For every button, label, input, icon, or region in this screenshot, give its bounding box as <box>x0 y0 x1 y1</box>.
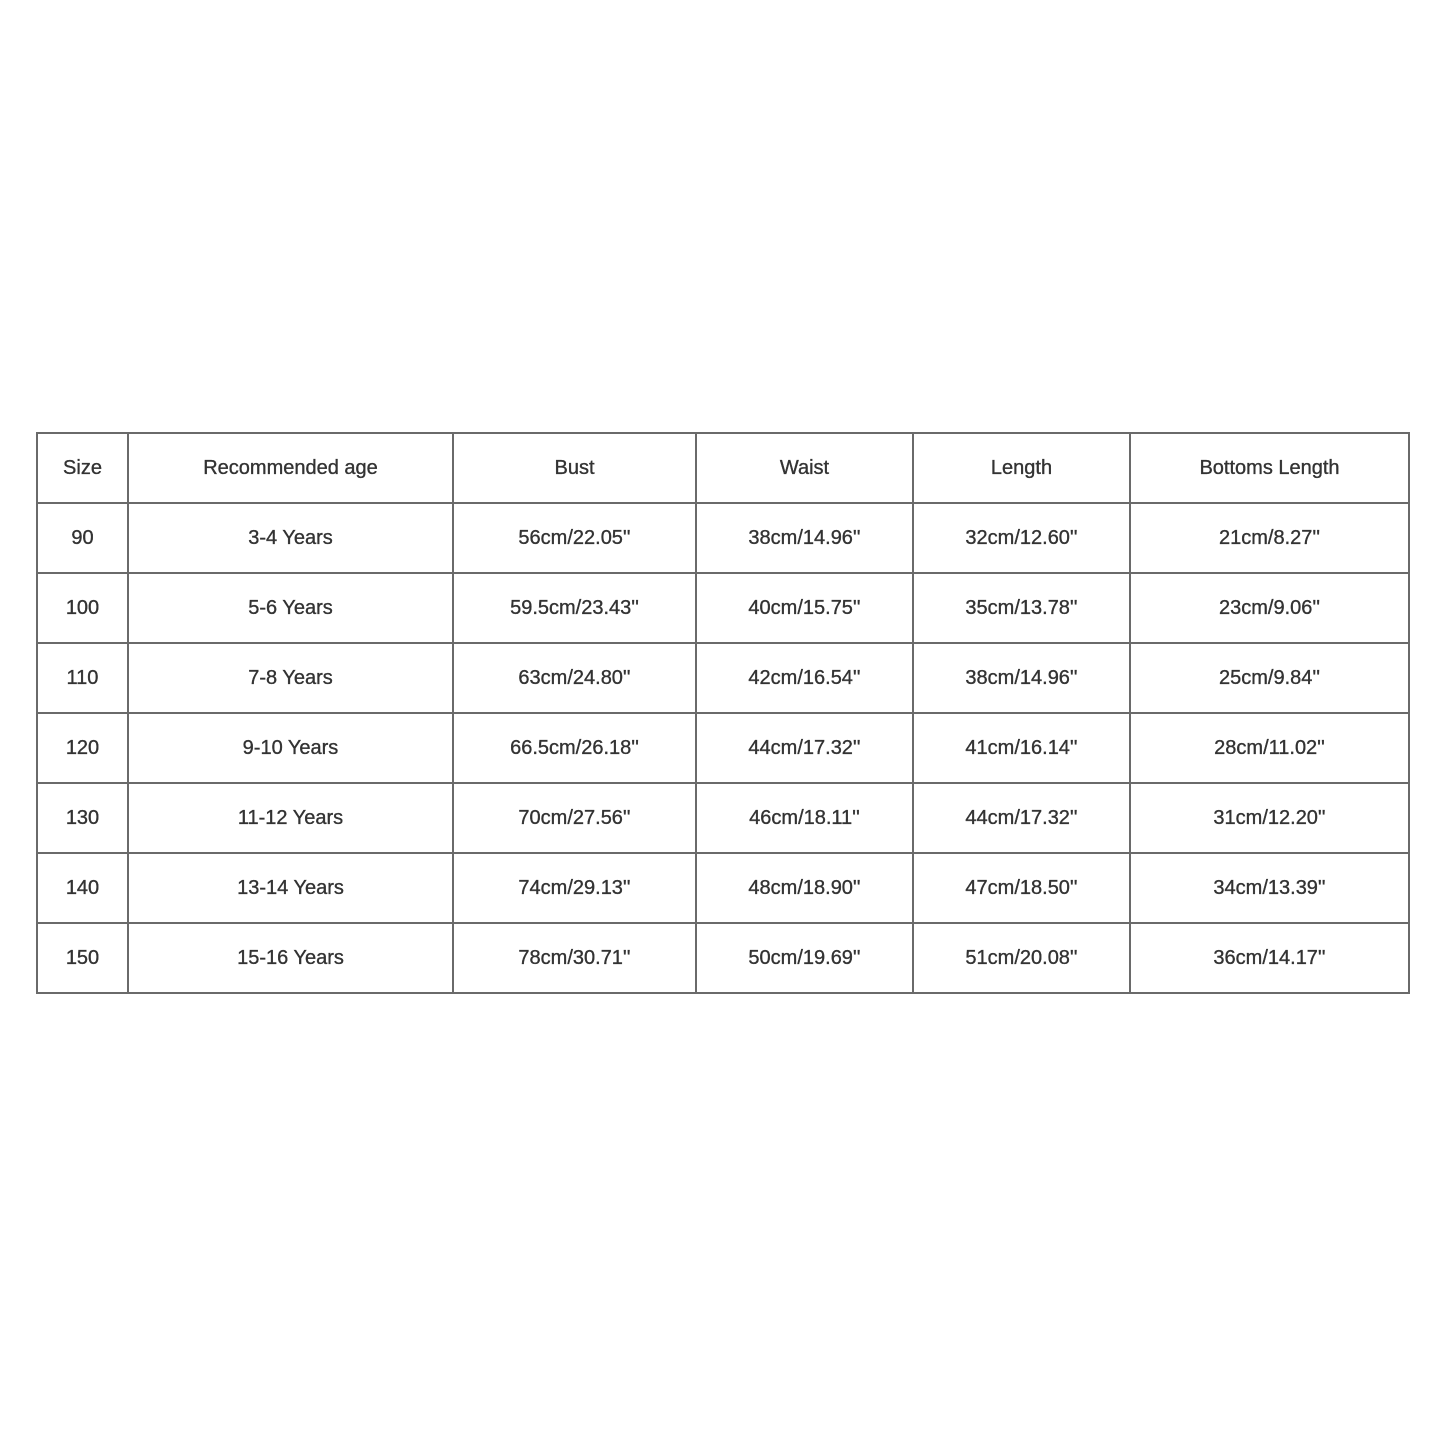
cell-length: 44cm/17.32'' <box>913 783 1130 853</box>
cell-bust: 56cm/22.05'' <box>453 503 696 573</box>
cell-bust: 78cm/30.71'' <box>453 923 696 993</box>
cell-size: 100 <box>37 573 128 643</box>
cell-recommended-age: 3-4 Years <box>128 503 453 573</box>
cell-waist: 42cm/16.54'' <box>696 643 913 713</box>
header-recommended-age: Recommended age <box>128 433 453 503</box>
cell-waist: 50cm/19.69'' <box>696 923 913 993</box>
cell-waist: 38cm/14.96'' <box>696 503 913 573</box>
cell-recommended-age: 13-14 Years <box>128 853 453 923</box>
cell-bottoms-length: 36cm/14.17'' <box>1130 923 1409 993</box>
cell-size: 120 <box>37 713 128 783</box>
cell-length: 38cm/14.96'' <box>913 643 1130 713</box>
cell-bust: 70cm/27.56'' <box>453 783 696 853</box>
cell-bust: 59.5cm/23.43'' <box>453 573 696 643</box>
cell-recommended-age: 5-6 Years <box>128 573 453 643</box>
cell-bottoms-length: 31cm/12.20'' <box>1130 783 1409 853</box>
cell-waist: 40cm/15.75'' <box>696 573 913 643</box>
cell-waist: 44cm/17.32'' <box>696 713 913 783</box>
cell-size: 140 <box>37 853 128 923</box>
table-header-row <box>37 433 1409 503</box>
cell-length: 32cm/12.60'' <box>913 503 1130 573</box>
size-chart-table <box>36 432 1410 994</box>
cell-waist: 48cm/18.90'' <box>696 853 913 923</box>
cell-length: 51cm/20.08'' <box>913 923 1130 993</box>
cell-length: 47cm/18.50'' <box>913 853 1130 923</box>
header-waist: Waist <box>696 433 913 503</box>
cell-size: 150 <box>37 923 128 993</box>
cell-bottoms-length: 21cm/8.27'' <box>1130 503 1409 573</box>
cell-bottoms-length: 25cm/9.84'' <box>1130 643 1409 713</box>
header-bottoms-length: Bottoms Length <box>1130 433 1409 503</box>
cell-length: 35cm/13.78'' <box>913 573 1130 643</box>
cell-bottoms-length: 23cm/9.06'' <box>1130 573 1409 643</box>
table-row <box>37 783 1409 853</box>
table-row <box>37 503 1409 573</box>
cell-size: 90 <box>37 503 128 573</box>
table-row <box>37 713 1409 783</box>
header-length: Length <box>913 433 1130 503</box>
cell-recommended-age: 9-10 Years <box>128 713 453 783</box>
cell-size: 110 <box>37 643 128 713</box>
header-bust: Bust <box>453 433 696 503</box>
header-size: Size <box>37 433 128 503</box>
cell-bust: 66.5cm/26.18'' <box>453 713 696 783</box>
table-row <box>37 923 1409 993</box>
cell-bottoms-length: 34cm/13.39'' <box>1130 853 1409 923</box>
cell-recommended-age: 11-12 Years <box>128 783 453 853</box>
table-row <box>37 853 1409 923</box>
cell-recommended-age: 15-16 Years <box>128 923 453 993</box>
cell-bust: 63cm/24.80'' <box>453 643 696 713</box>
cell-length: 41cm/16.14'' <box>913 713 1130 783</box>
cell-bottoms-length: 28cm/11.02'' <box>1130 713 1409 783</box>
cell-recommended-age: 7-8 Years <box>128 643 453 713</box>
cell-size: 130 <box>37 783 128 853</box>
table-row <box>37 573 1409 643</box>
cell-bust: 74cm/29.13'' <box>453 853 696 923</box>
table-row <box>37 643 1409 713</box>
cell-waist: 46cm/18.11'' <box>696 783 913 853</box>
